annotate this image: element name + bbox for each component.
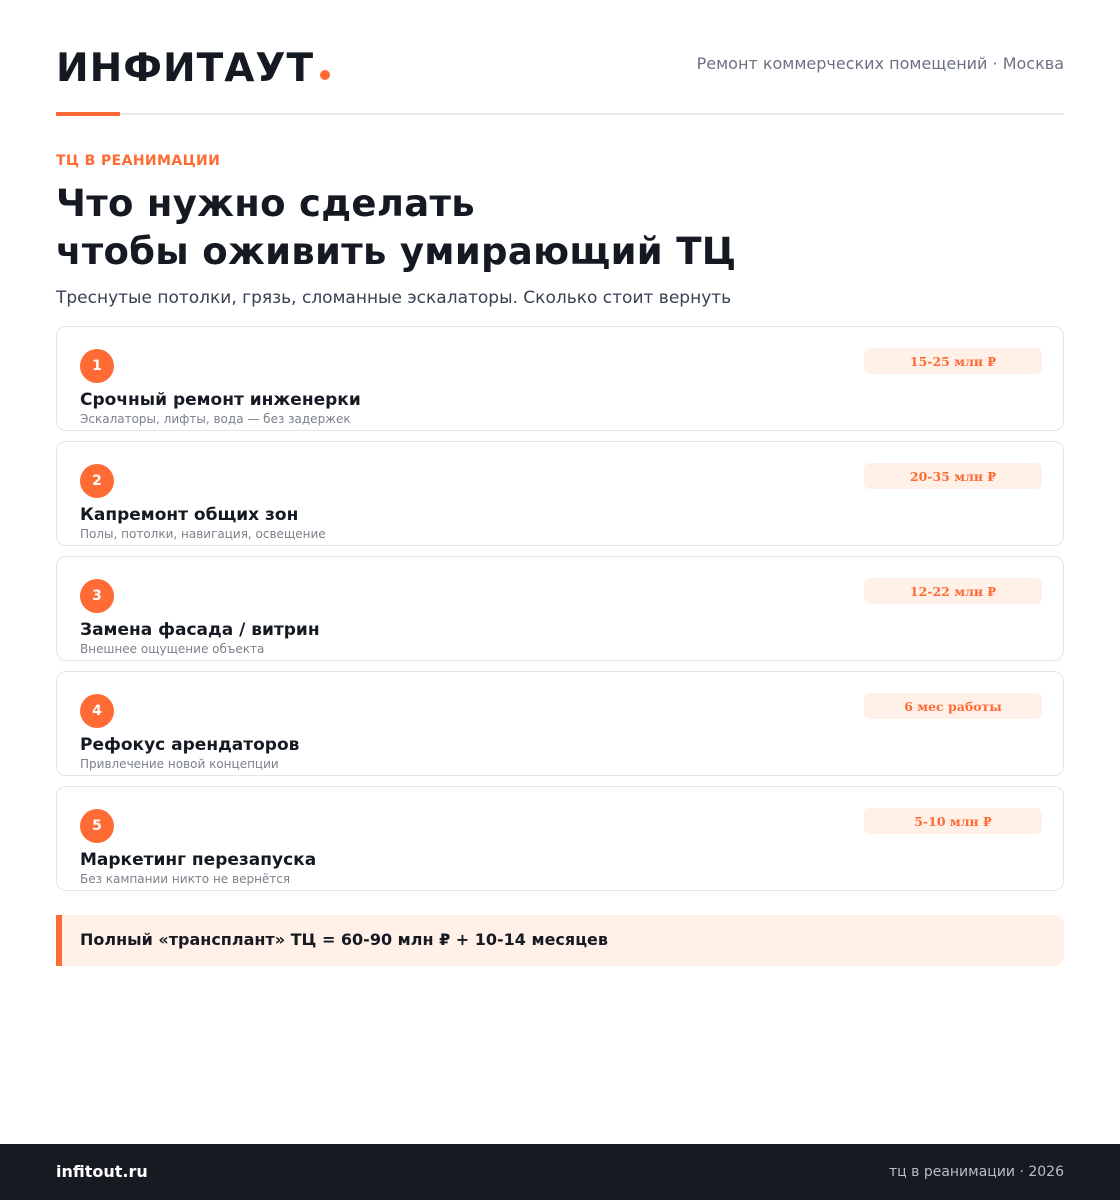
step-number-badge: 3	[80, 579, 114, 613]
page-title-line-2: чтобы оживить умирающий ТЦ	[56, 230, 737, 273]
header-divider	[56, 113, 1064, 115]
header-tagline: Ремонт коммерческих помещений · Москва	[696, 54, 1064, 73]
step-card	[56, 441, 1064, 546]
step-card	[56, 556, 1064, 661]
step-description: Привлечение новой концепции	[80, 757, 279, 771]
step-description: Без кампании никто не вернётся	[80, 872, 291, 886]
header-divider-accent	[56, 112, 120, 116]
step-description: Эскалаторы, лифты, вода — без задержек	[80, 412, 351, 426]
step-description: Полы, потолки, навигация, освещение	[80, 527, 326, 541]
step-card	[56, 786, 1064, 891]
step-title: Капремонт общих зон	[80, 505, 299, 525]
step-number-badge: 1	[80, 349, 114, 383]
brand-logo[interactable]	[56, 44, 330, 94]
footer	[0, 1144, 1120, 1200]
section-kicker: ТЦ В РЕАНИМАЦИИ	[56, 153, 221, 169]
summary-callout	[56, 915, 1064, 966]
step-card	[56, 671, 1064, 776]
step-card	[56, 326, 1064, 431]
step-title: Замена фасада / витрин	[80, 620, 320, 640]
footer-site-link[interactable]: infitout.ru	[56, 1162, 148, 1181]
brand-name: ИНФИТАУТ	[56, 46, 315, 91]
step-number-badge: 2	[80, 464, 114, 498]
step-cost-badge: 20-35 млн ₽	[864, 463, 1042, 489]
footer-caption: тц в реанимации · 2026	[888, 1164, 1064, 1180]
step-cost-badge: 12-22 млн ₽	[864, 578, 1042, 604]
step-title: Срочный ремонт инженерки	[80, 390, 361, 410]
page-subtitle: Треснутые потолки, грязь, сломанные эскалаторы. Сколько стоит вернуть	[56, 288, 732, 308]
step-duration-badge: 6 мес работы	[864, 693, 1042, 719]
step-number-badge: 5	[80, 809, 114, 843]
steps-list	[56, 326, 1064, 901]
step-description: Внешнее ощущение объекта	[80, 642, 265, 656]
page-title	[56, 180, 736, 276]
header	[56, 0, 1064, 116]
summary-text: Полный «трансплант» ТЦ = 60-90 млн ₽ + 10-14 месяцев	[80, 930, 609, 949]
brand-dot-icon	[320, 70, 330, 80]
step-title: Рефокус арендаторов	[80, 735, 300, 755]
step-number-badge: 4	[80, 694, 114, 728]
step-title: Маркетинг перезапуска	[80, 850, 317, 870]
page-title-line-1: Что нужно сделать	[56, 182, 475, 225]
step-cost-badge: 5-10 млн ₽	[864, 808, 1042, 834]
step-cost-badge: 15-25 млн ₽	[864, 348, 1042, 374]
